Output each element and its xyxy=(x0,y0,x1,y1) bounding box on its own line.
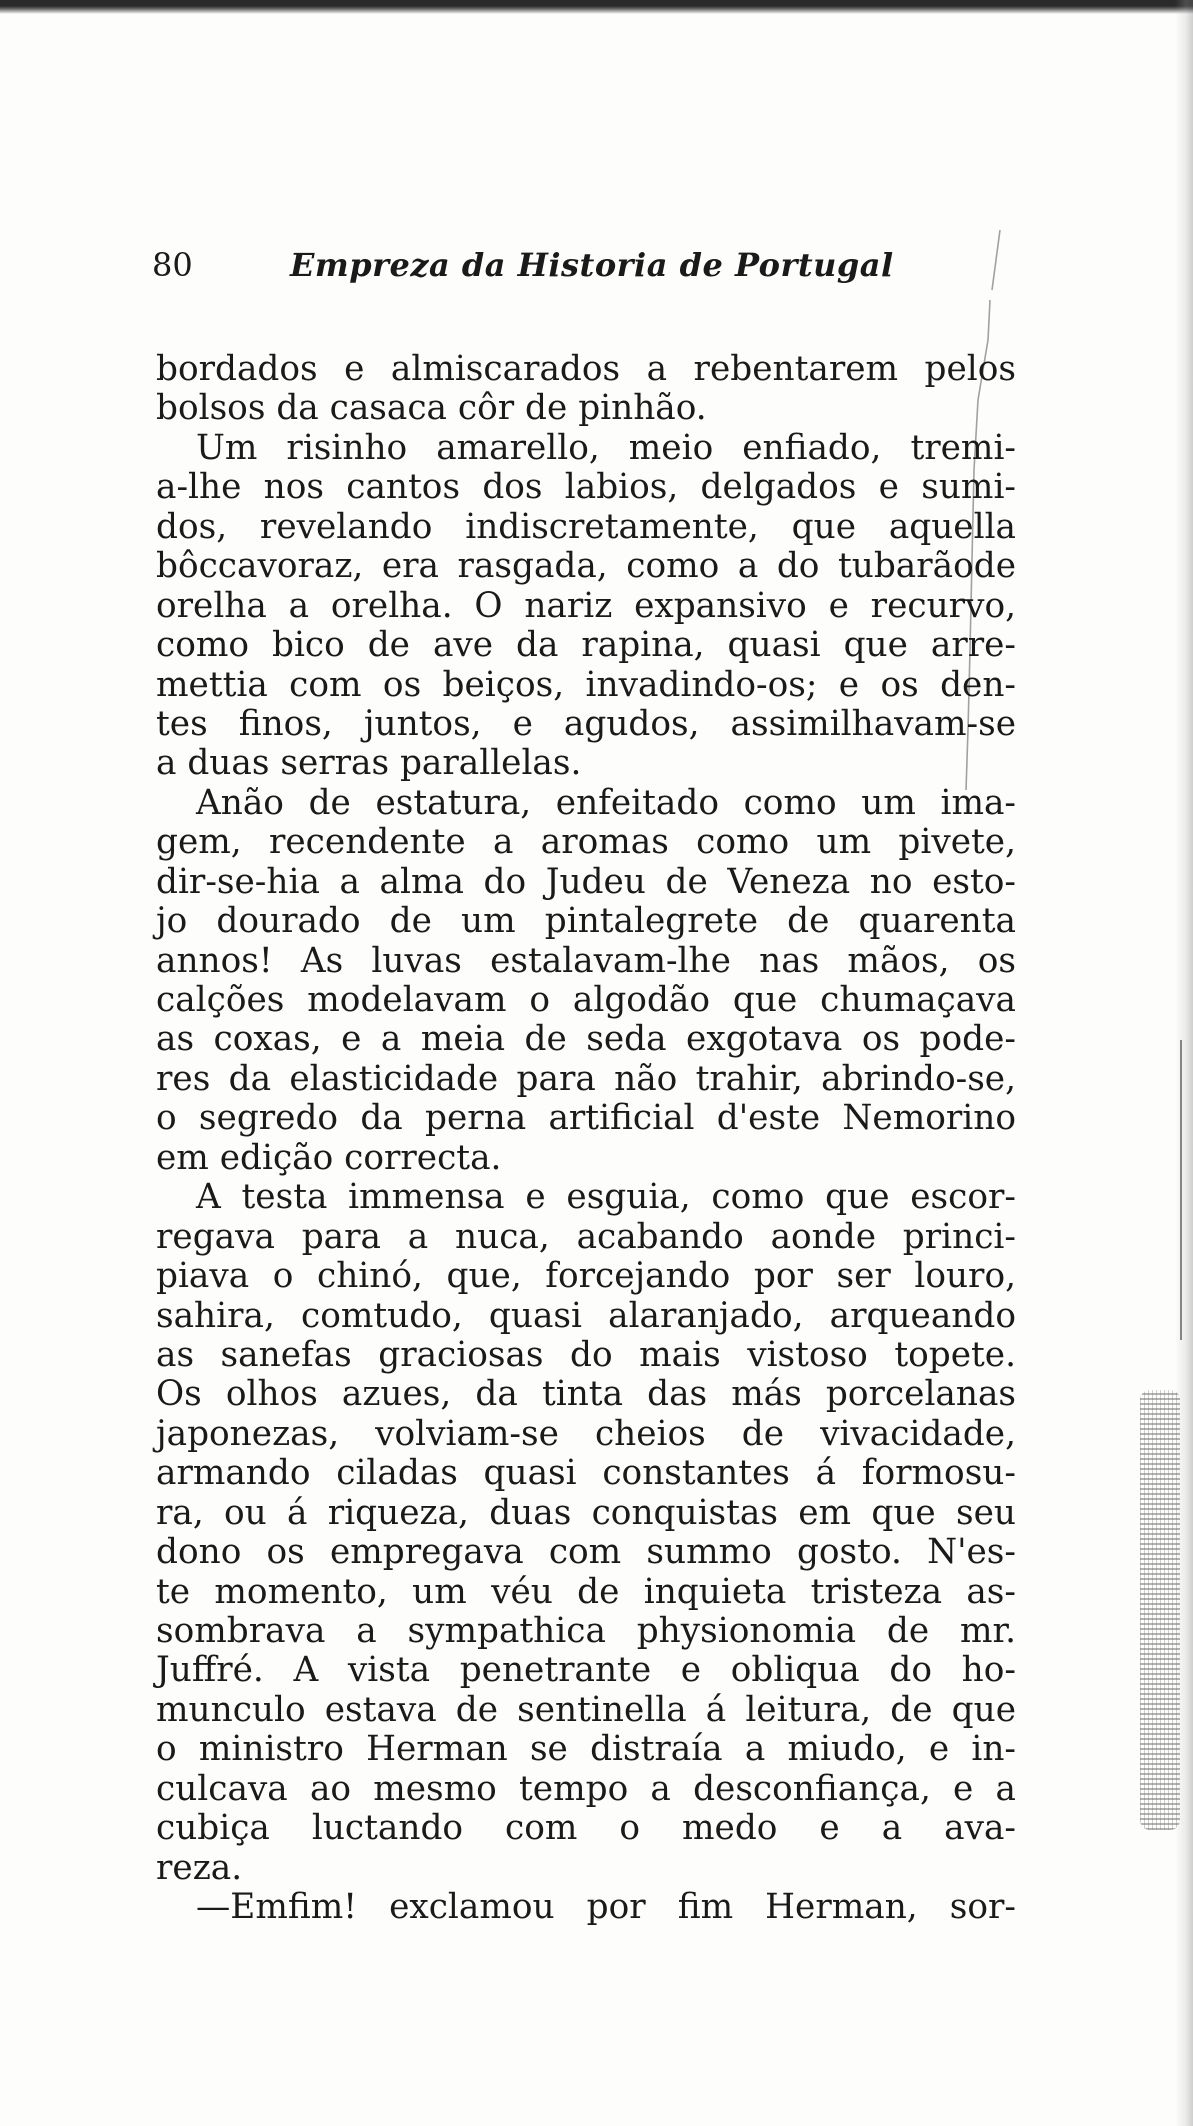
text-line: res da elasticidade para não trahir, abrindo-se, xyxy=(156,1058,1016,1099)
text-line: —Emfim! exclamou por fim Herman, sor- xyxy=(196,1887,1016,1928)
text-line: o segredo da perna artificial d'este Nemorino xyxy=(156,1098,1016,1139)
page-number: 80 xyxy=(152,246,193,284)
text-line: bolsos da casaca côr de pinhão. xyxy=(156,388,707,429)
text-line: mettia com os beiços, invadindo-os; e os den- xyxy=(156,664,1016,705)
text-line: bordados e almiscarados a rebentarem pelos xyxy=(156,349,1016,389)
margin-rule xyxy=(1180,1040,1182,1340)
text-line: orelha a orelha. O nariz expansivo e recurvo, xyxy=(156,585,1016,626)
text-line: reza. xyxy=(156,1847,243,1888)
text-line: gem, recendente a aromas como um pivete, xyxy=(156,822,1016,863)
text-line: piava o chinó, que, forcejando por ser louro, xyxy=(156,1256,1016,1297)
text-line: culcava ao mesmo tempo a desconfiança, e a xyxy=(156,1768,1016,1809)
text-line: jo dourado de um pintalegrete de quarenta xyxy=(156,901,1016,942)
text-line: Juffré. A vista penetrante e obliqua do ho- xyxy=(156,1650,1016,1691)
body-text xyxy=(156,350,1016,1928)
text-line: Um risinho amarello, meio enfiado, tremi- xyxy=(196,427,1016,468)
text-line: regava para a nuca, acabando aonde princi- xyxy=(156,1216,1016,1257)
text-line: o ministro Herman se distraía a miudo, e in- xyxy=(156,1729,1016,1770)
text-line: ra, ou á riqueza, duas conquistas em que seu xyxy=(156,1492,1016,1533)
text-line: as sanefas graciosas do mais vistoso topete. xyxy=(156,1334,1016,1375)
text-line: como bico de ave da rapina, quasi que arre- xyxy=(156,625,1016,666)
text-line: Os olhos azues, da tinta das más porcelanas xyxy=(156,1374,1016,1415)
running-head xyxy=(152,243,1012,287)
scan-top-edge xyxy=(0,0,1193,14)
text-line: japonezas, volviam-se cheios de vivacidade, xyxy=(156,1413,1016,1454)
text-line: armando ciladas quasi constantes á formosu- xyxy=(156,1453,1016,1494)
text-line: Anão de estatura, enfeitado como um ima- xyxy=(196,782,1016,823)
text-line: dos, revelando indiscretamente, que aquella xyxy=(156,506,1016,547)
text-line: a duas serras parallelas. xyxy=(156,743,582,784)
text-line: dir-se-hia a alma do Judeu de Veneza no esto- xyxy=(156,861,1016,902)
text-line: sombrava a sympathica physionomia de mr. xyxy=(156,1611,1016,1651)
text-line: te momento, um véu de inquieta tristeza as- xyxy=(156,1571,1016,1612)
text-line: bôccavoraz, era rasgada, como a do tubarãode xyxy=(156,546,1016,587)
text-line: calções modelavam o algodão que chumaçava xyxy=(156,980,1016,1020)
text-line: annos! As luvas estalavam-lhe nas mãos, os xyxy=(156,940,1016,981)
text-line: a-lhe nos cantos dos labios, delgados e sumi- xyxy=(156,467,1016,508)
text-line: dono os empregava com summo gosto. N'es- xyxy=(156,1532,1016,1573)
scan-edge-speckle xyxy=(1140,1390,1180,1830)
text-line: as coxas, e a meia de seda exgotava os pode- xyxy=(156,1019,1016,1060)
text-line: munculo estava de sentinella á leitura, de que xyxy=(156,1689,1016,1730)
text-line: cubiça luctando com o medo e a ava- xyxy=(156,1808,1016,1849)
text-line: sahira, comtudo, quasi alaranjado, arqueando xyxy=(156,1295,1016,1336)
running-title: Empreza da Historia de Portugal xyxy=(290,246,894,284)
text-line: em edição correcta. xyxy=(156,1137,502,1178)
text-line: A testa immensa e esguia, como que escor- xyxy=(196,1177,1016,1218)
text-line: tes finos, juntos, e agudos, assimilhavam-se xyxy=(156,703,1016,744)
